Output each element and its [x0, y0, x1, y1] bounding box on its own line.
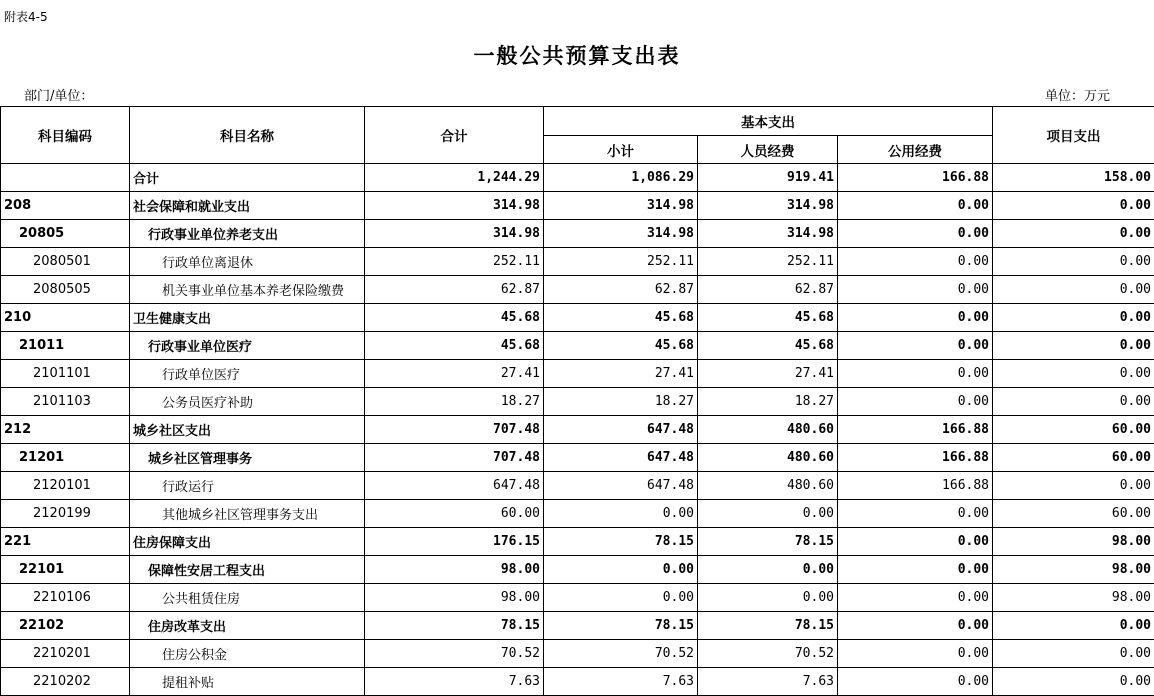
cell-public: 0.00: [838, 584, 993, 612]
cell-total: 78.15: [365, 612, 544, 640]
cell-public: 0.00: [838, 500, 993, 528]
cell-personnel: 0.00: [698, 500, 838, 528]
header-total: 合计: [365, 107, 544, 164]
cell-name: 行政单位离退休: [130, 248, 365, 276]
cell-personnel: 919.41: [698, 164, 838, 192]
cell-personnel: 7.63: [698, 668, 838, 696]
cell-total: 1,244.29: [365, 164, 544, 192]
cell-public: 0.00: [838, 332, 993, 360]
cell-project: 60.00: [993, 416, 1154, 444]
attachment-label: 附表4-5: [4, 8, 48, 25]
cell-code: 2120101: [1, 472, 130, 500]
table-body: [1, 164, 1154, 696]
cell-total: 707.48: [365, 444, 544, 472]
cell-subtotal: 314.98: [544, 220, 698, 248]
cell-total: 98.00: [365, 584, 544, 612]
table-row: [1, 528, 1154, 556]
cell-personnel: 62.87: [698, 276, 838, 304]
header-basic-group: 基本支出: [544, 107, 993, 136]
cell-name: 行政事业单位医疗: [130, 332, 365, 360]
cell-code: 2101101: [1, 360, 130, 388]
cell-code: 2210201: [1, 640, 130, 668]
cell-personnel: 45.68: [698, 332, 838, 360]
cell-project: 98.00: [993, 556, 1154, 584]
header-personnel: 人员经费: [698, 136, 838, 164]
cell-total: 62.87: [365, 276, 544, 304]
cell-public: 0.00: [838, 360, 993, 388]
cell-name: 公务员医疗补助: [130, 388, 365, 416]
cell-name: 城乡社区支出: [130, 416, 365, 444]
cell-subtotal: 27.41: [544, 360, 698, 388]
cell-name: 提租补贴: [130, 668, 365, 696]
cell-public: 0.00: [838, 248, 993, 276]
cell-subtotal: 252.11: [544, 248, 698, 276]
cell-code: 21201: [1, 444, 130, 472]
cell-personnel: 0.00: [698, 556, 838, 584]
cell-name: 社会保障和就业支出: [130, 192, 365, 220]
table-row: [1, 416, 1154, 444]
cell-project: 0.00: [993, 640, 1154, 668]
cell-public: 0.00: [838, 640, 993, 668]
cell-name: 城乡社区管理事务: [130, 444, 365, 472]
cell-name: 保障性安居工程支出: [130, 556, 365, 584]
cell-total: 98.00: [365, 556, 544, 584]
cell-public: 166.88: [838, 164, 993, 192]
cell-total: 647.48: [365, 472, 544, 500]
table-row: [1, 276, 1154, 304]
cell-code: 208: [1, 192, 130, 220]
cell-public: 166.88: [838, 444, 993, 472]
table-row: [1, 612, 1154, 640]
cell-subtotal: 78.15: [544, 528, 698, 556]
cell-total: 45.68: [365, 304, 544, 332]
cell-public: 0.00: [838, 388, 993, 416]
cell-total: 314.98: [365, 192, 544, 220]
header-subtotal: 小计: [544, 136, 698, 164]
header-name: 科目名称: [130, 107, 365, 164]
cell-project: 0.00: [993, 612, 1154, 640]
cell-personnel: 70.52: [698, 640, 838, 668]
cell-personnel: 78.15: [698, 612, 838, 640]
cell-project: 0.00: [993, 388, 1154, 416]
cell-name: 行政单位医疗: [130, 360, 365, 388]
table-row: [1, 360, 1154, 388]
cell-project: 60.00: [993, 500, 1154, 528]
cell-project: 158.00: [993, 164, 1154, 192]
cell-project: 0.00: [993, 332, 1154, 360]
cell-subtotal: 314.98: [544, 192, 698, 220]
cell-code: 221: [1, 528, 130, 556]
cell-personnel: 480.60: [698, 416, 838, 444]
cell-subtotal: 0.00: [544, 584, 698, 612]
cell-project: 98.00: [993, 584, 1154, 612]
cell-code: [1, 164, 130, 192]
table-row: [1, 668, 1154, 696]
cell-subtotal: 45.68: [544, 304, 698, 332]
table-row: [1, 388, 1154, 416]
cell-project: 0.00: [993, 276, 1154, 304]
cell-code: 22101: [1, 556, 130, 584]
table-row: [1, 556, 1154, 584]
cell-total: 60.00: [365, 500, 544, 528]
cell-subtotal: 18.27: [544, 388, 698, 416]
cell-subtotal: 647.48: [544, 472, 698, 500]
cell-name: 住房保障支出: [130, 528, 365, 556]
page-title: 一般公共预算支出表: [0, 40, 1154, 70]
cell-public: 0.00: [838, 528, 993, 556]
table-row: [1, 584, 1154, 612]
cell-code: 2120199: [1, 500, 130, 528]
cell-code: 210: [1, 304, 130, 332]
cell-project: 0.00: [993, 304, 1154, 332]
header-code: 科目编码: [1, 107, 130, 164]
cell-subtotal: 78.15: [544, 612, 698, 640]
cell-project: 0.00: [993, 192, 1154, 220]
cell-name: 卫生健康支出: [130, 304, 365, 332]
unit-label: 单位：万元: [1045, 85, 1110, 104]
header-project: 项目支出: [993, 107, 1154, 164]
cell-public: 0.00: [838, 304, 993, 332]
cell-total: 176.15: [365, 528, 544, 556]
cell-project: 0.00: [993, 248, 1154, 276]
cell-subtotal: 62.87: [544, 276, 698, 304]
header-public: 公用经费: [838, 136, 993, 164]
cell-code: 2080505: [1, 276, 130, 304]
cell-personnel: 314.98: [698, 192, 838, 220]
cell-personnel: 18.27: [698, 388, 838, 416]
cell-total: 7.63: [365, 668, 544, 696]
cell-public: 0.00: [838, 668, 993, 696]
cell-project: 98.00: [993, 528, 1154, 556]
cell-total: 70.52: [365, 640, 544, 668]
cell-subtotal: 0.00: [544, 500, 698, 528]
cell-name: 住房公积金: [130, 640, 365, 668]
cell-name: 住房改革支出: [130, 612, 365, 640]
cell-name: 合计: [130, 164, 365, 192]
cell-project: 0.00: [993, 360, 1154, 388]
cell-subtotal: 7.63: [544, 668, 698, 696]
table-row: [1, 304, 1154, 332]
department-label: 部门/单位：: [24, 85, 93, 104]
cell-personnel: 252.11: [698, 248, 838, 276]
cell-public: 0.00: [838, 612, 993, 640]
cell-total: 707.48: [365, 416, 544, 444]
cell-name: 其他城乡社区管理事务支出: [130, 500, 365, 528]
cell-project: 0.00: [993, 668, 1154, 696]
cell-name: 机关事业单位基本养老保险缴费: [130, 276, 365, 304]
table-row: [1, 332, 1154, 360]
cell-public: 0.00: [838, 220, 993, 248]
cell-code: 2210106: [1, 584, 130, 612]
budget-table: [0, 106, 1154, 696]
cell-name: 行政事业单位养老支出: [130, 220, 365, 248]
cell-name: 公共租赁住房: [130, 584, 365, 612]
cell-code: 20805: [1, 220, 130, 248]
cell-code: 2080501: [1, 248, 130, 276]
cell-subtotal: 647.48: [544, 416, 698, 444]
cell-public: 0.00: [838, 556, 993, 584]
cell-personnel: 480.60: [698, 472, 838, 500]
table-row: [1, 640, 1154, 668]
cell-personnel: 78.15: [698, 528, 838, 556]
cell-personnel: 45.68: [698, 304, 838, 332]
cell-public: 0.00: [838, 276, 993, 304]
table-row: [1, 192, 1154, 220]
cell-public: 166.88: [838, 472, 993, 500]
cell-project: 0.00: [993, 472, 1154, 500]
cell-code: 22102: [1, 612, 130, 640]
table-row: [1, 444, 1154, 472]
cell-public: 166.88: [838, 416, 993, 444]
cell-total: 27.41: [365, 360, 544, 388]
cell-subtotal: 70.52: [544, 640, 698, 668]
cell-code: 212: [1, 416, 130, 444]
cell-personnel: 27.41: [698, 360, 838, 388]
cell-subtotal: 647.48: [544, 444, 698, 472]
cell-project: 60.00: [993, 444, 1154, 472]
cell-personnel: 480.60: [698, 444, 838, 472]
cell-subtotal: 0.00: [544, 556, 698, 584]
cell-code: 2101103: [1, 388, 130, 416]
table-row: [1, 220, 1154, 248]
cell-total: 314.98: [365, 220, 544, 248]
cell-personnel: 314.98: [698, 220, 838, 248]
table-row: [1, 500, 1154, 528]
table-row: [1, 248, 1154, 276]
cell-subtotal: 1,086.29: [544, 164, 698, 192]
cell-public: 0.00: [838, 192, 993, 220]
table-row: [1, 472, 1154, 500]
cell-total: 45.68: [365, 332, 544, 360]
cell-name: 行政运行: [130, 472, 365, 500]
cell-code: 2210202: [1, 668, 130, 696]
cell-total: 18.27: [365, 388, 544, 416]
table-row: [1, 164, 1154, 192]
cell-project: 0.00: [993, 220, 1154, 248]
cell-code: 21011: [1, 332, 130, 360]
cell-personnel: 0.00: [698, 584, 838, 612]
cell-total: 252.11: [365, 248, 544, 276]
cell-subtotal: 45.68: [544, 332, 698, 360]
